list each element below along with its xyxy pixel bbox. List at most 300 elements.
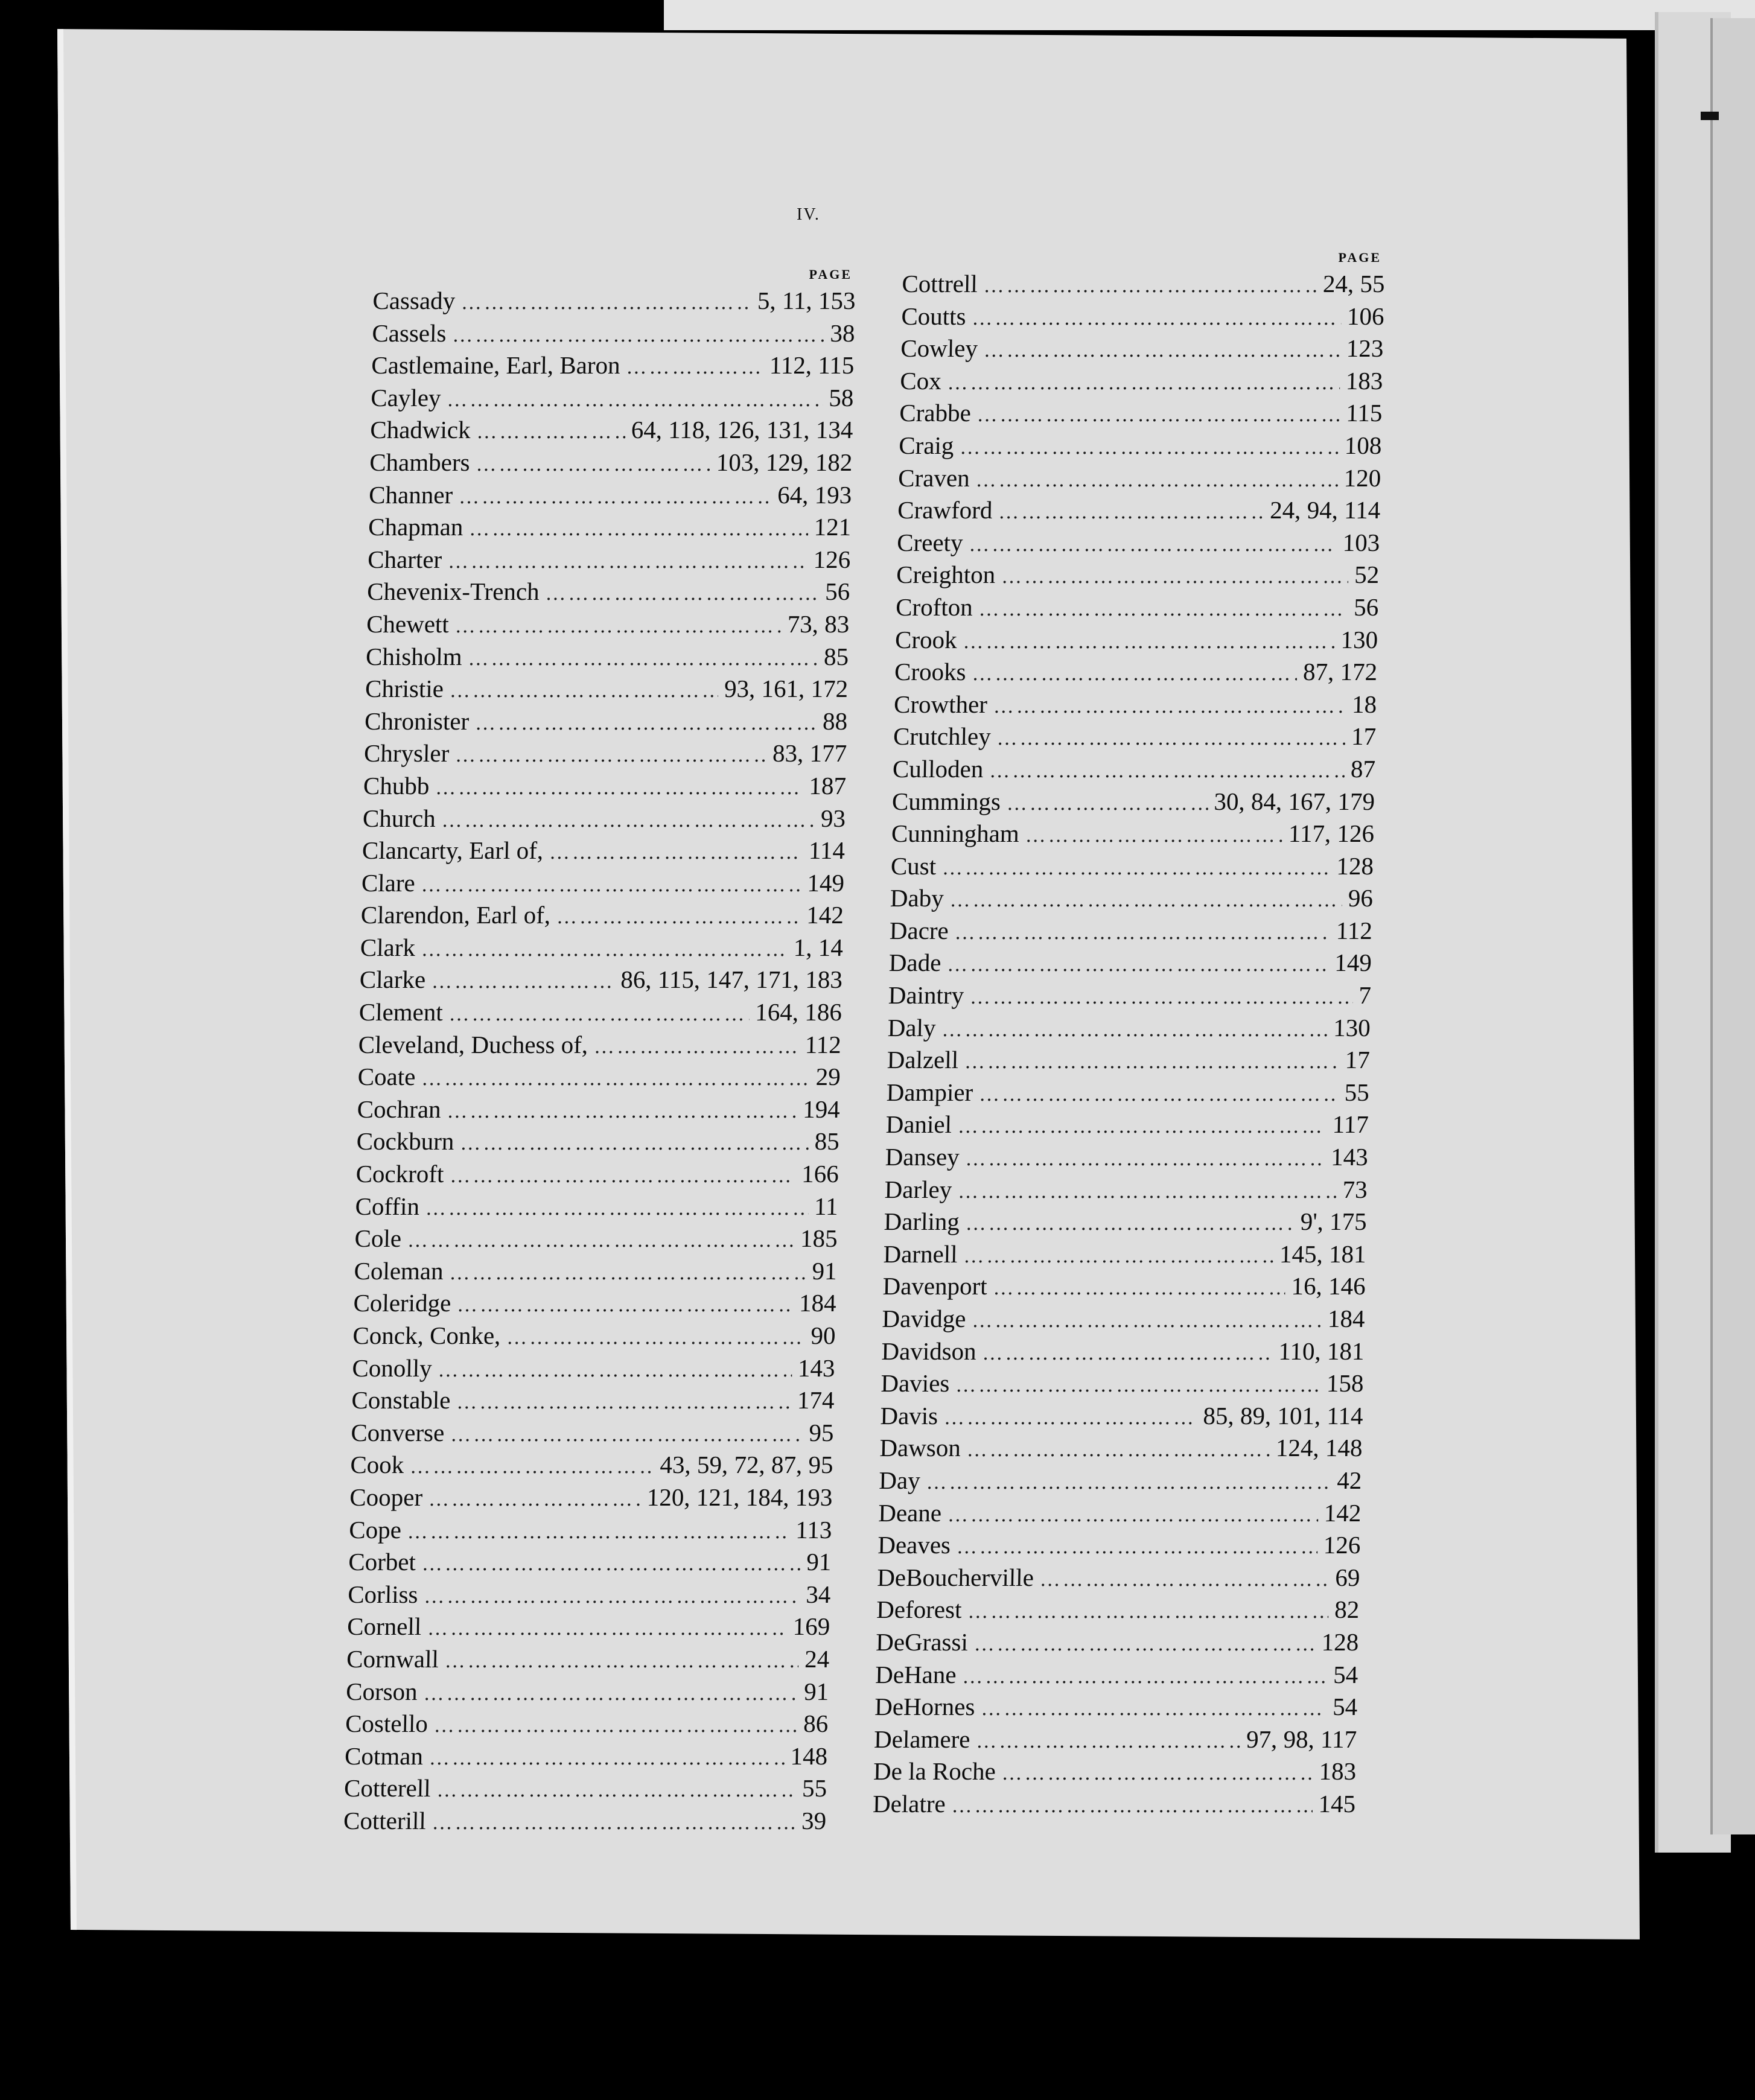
leader-dots xyxy=(432,1807,795,1839)
entry-pages: 24, 55 xyxy=(1322,270,1385,298)
entry-pages: 55 xyxy=(1344,1078,1370,1106)
leader-dots xyxy=(421,934,788,966)
entry-name: Daby xyxy=(890,884,944,912)
entry-pages: 7 xyxy=(1358,981,1372,1010)
index-entry xyxy=(900,332,1384,365)
index-entry xyxy=(362,835,845,867)
index-entry xyxy=(894,656,1378,689)
leader-dots xyxy=(421,1063,810,1095)
entry-name: Corliss xyxy=(347,1580,418,1608)
leader-dots xyxy=(996,722,1345,755)
index-entry xyxy=(874,1723,1357,1756)
entry-pages: 91 xyxy=(806,1548,832,1576)
leader-dots xyxy=(972,302,1341,335)
entry-pages: 112 xyxy=(804,1030,842,1058)
index-entry xyxy=(357,1061,841,1093)
index-entries xyxy=(873,268,1385,1821)
entry-pages: 124, 148 xyxy=(1275,1434,1363,1462)
leader-dots xyxy=(456,1386,792,1419)
entry-pages: 164, 186 xyxy=(754,998,842,1026)
entry-pages: 91 xyxy=(803,1677,829,1705)
entry-pages: 17 xyxy=(1345,1046,1371,1074)
entry-pages: 148 xyxy=(790,1742,828,1770)
entry-name: Chewett xyxy=(366,609,450,638)
entry-pages: 85 xyxy=(814,1127,840,1156)
entry-pages: 114 xyxy=(808,836,846,865)
index-entry xyxy=(876,1626,1359,1659)
index-entry xyxy=(346,1643,830,1676)
leader-dots xyxy=(1006,788,1208,820)
index-entry xyxy=(354,1255,837,1288)
leader-dots xyxy=(450,1160,796,1192)
index-entry xyxy=(355,1191,838,1223)
entry-pages: 58 xyxy=(828,383,854,412)
entry-name: Dade xyxy=(888,949,941,977)
index-entry xyxy=(881,1367,1364,1400)
entry-pages: 16, 146 xyxy=(1291,1272,1366,1300)
index-entry xyxy=(884,1174,1368,1206)
entry-pages: 187 xyxy=(809,771,847,800)
leader-dots xyxy=(447,384,823,416)
leader-dots xyxy=(941,1014,1328,1046)
entry-name: Cockburn xyxy=(356,1127,454,1156)
entry-pages: 39 xyxy=(801,1806,827,1834)
leader-dots xyxy=(962,1661,1328,1693)
entry-pages: 123 xyxy=(1346,334,1384,363)
index-entry xyxy=(365,673,849,705)
leader-dots xyxy=(594,1031,800,1063)
index-entry xyxy=(877,1562,1360,1594)
entry-name: Darling xyxy=(884,1208,960,1236)
entry-pages: 17 xyxy=(1351,722,1377,751)
entry-name: Christie xyxy=(365,675,444,703)
leader-dots xyxy=(970,981,1353,1014)
entry-name: Channer xyxy=(368,480,453,509)
index-entry xyxy=(887,1044,1370,1077)
leader-dots xyxy=(407,1224,795,1257)
entry-pages: 128 xyxy=(1336,851,1374,880)
index-entry xyxy=(364,737,847,770)
entry-name: Costello xyxy=(345,1710,428,1738)
entry-pages: 103 xyxy=(1342,528,1380,556)
index-entry xyxy=(899,430,1382,462)
index-entry xyxy=(885,1109,1369,1141)
entry-pages: 169 xyxy=(792,1612,830,1641)
index-entry xyxy=(348,1546,832,1579)
index-entry xyxy=(897,527,1380,559)
entry-name: Coleman xyxy=(354,1256,444,1285)
index-entry xyxy=(345,1708,829,1740)
leader-dots xyxy=(983,270,1317,302)
index-entry xyxy=(371,349,855,382)
index-column-right xyxy=(872,247,1385,1821)
entry-pages: 113 xyxy=(795,1515,832,1544)
entry-pages: 97, 98, 117 xyxy=(1246,1725,1357,1753)
leader-dots xyxy=(455,739,767,772)
entry-name: Davenport xyxy=(882,1272,988,1300)
leader-dots xyxy=(964,1046,1340,1078)
entry-name: Conolly xyxy=(352,1354,433,1382)
index-entry xyxy=(873,1788,1356,1821)
entry-pages: 83, 177 xyxy=(772,739,847,768)
entry-pages: 110, 181 xyxy=(1278,1337,1365,1365)
leader-dots xyxy=(998,496,1264,529)
entry-name: Creighton xyxy=(896,561,996,589)
entry-name: Cleveland, Duchess of, xyxy=(358,1030,588,1058)
index-entry xyxy=(891,818,1374,850)
entry-name: Dacre xyxy=(889,916,949,944)
entry-pages: 86 xyxy=(803,1710,829,1738)
entry-name: Coffin xyxy=(355,1192,420,1220)
leader-dots xyxy=(438,1354,792,1387)
index-entry xyxy=(888,947,1372,979)
entry-pages: 185 xyxy=(800,1224,838,1253)
entry-pages: 82 xyxy=(1334,1596,1360,1624)
entry-pages: 112 xyxy=(1336,916,1373,944)
entry-pages: 145 xyxy=(1318,1789,1356,1818)
entry-name: Deforest xyxy=(876,1596,962,1624)
entry-name: Cottrell xyxy=(902,270,978,298)
entry-pages: 143 xyxy=(797,1354,835,1382)
entry-name: Daniel xyxy=(885,1110,952,1139)
index-entry xyxy=(363,803,846,835)
entry-name: Davidge xyxy=(882,1305,966,1332)
leader-dots xyxy=(476,448,710,481)
entry-pages: 38 xyxy=(830,319,855,347)
leader-dots xyxy=(469,513,808,546)
leader-dots xyxy=(449,675,718,707)
entry-pages: 184 xyxy=(798,1289,837,1317)
leader-dots xyxy=(981,1693,1327,1725)
entry-pages: 93, 161, 172 xyxy=(724,675,849,703)
index-entry xyxy=(371,382,854,415)
leader-dots xyxy=(965,1143,1325,1176)
leader-dots xyxy=(545,578,820,610)
leader-dots xyxy=(450,1419,803,1451)
leader-dots xyxy=(448,546,808,578)
entry-pages: 115 xyxy=(1345,399,1383,427)
index-entry xyxy=(351,1384,835,1417)
leader-dots xyxy=(947,367,1340,399)
index-entry xyxy=(345,1740,828,1773)
index-entry xyxy=(880,1400,1363,1433)
leader-dots xyxy=(457,1289,794,1322)
leader-dots xyxy=(452,319,824,352)
entry-pages: 56 xyxy=(1353,593,1379,621)
entry-pages: 9', 175 xyxy=(1300,1208,1368,1236)
entry-pages: 42 xyxy=(1336,1466,1362,1494)
entry-name: De la Roche xyxy=(873,1757,996,1786)
entry-pages: 121 xyxy=(814,513,852,541)
entry-name: Castlemaine, Earl, Baron xyxy=(371,351,621,380)
index-entry xyxy=(365,705,848,738)
entry-pages: 145, 181 xyxy=(1279,1239,1367,1268)
entry-pages: 183 xyxy=(1345,366,1383,395)
entry-name: Cox xyxy=(899,366,942,395)
leader-dots xyxy=(956,1531,1317,1564)
leader-dots xyxy=(993,690,1346,723)
page-folio: IV. xyxy=(797,205,820,224)
entry-name: Davidson xyxy=(881,1337,977,1365)
index-entry xyxy=(899,397,1383,430)
entry-pages: 29 xyxy=(815,1063,841,1091)
index-entry xyxy=(357,1093,840,1126)
entry-name: Cornell xyxy=(346,1612,422,1641)
index-entry xyxy=(354,1223,838,1255)
index-entry xyxy=(368,544,851,576)
entry-pages: 106 xyxy=(1346,302,1384,330)
entry-name: Cornwall xyxy=(346,1644,439,1673)
index-entry xyxy=(344,1772,827,1805)
index-entry xyxy=(888,979,1371,1012)
index-entry xyxy=(887,1012,1371,1045)
leader-dots xyxy=(424,1580,800,1613)
leader-dots xyxy=(979,1078,1339,1111)
entry-pages: 117 xyxy=(1332,1110,1369,1139)
entry-name: Crutchley xyxy=(893,722,992,751)
leader-dots xyxy=(982,1337,1273,1370)
leader-dots xyxy=(425,1192,808,1225)
entry-name: Clark xyxy=(360,933,416,961)
entry-pages: 85 xyxy=(823,642,849,670)
entry-name: Constable xyxy=(351,1386,451,1414)
entry-name: DeBoucherville xyxy=(876,1563,1034,1591)
entry-pages: 194 xyxy=(802,1095,841,1123)
entry-name: Clarendon, Earl of, xyxy=(360,901,551,929)
entry-name: Craig xyxy=(898,431,954,459)
entry-pages: 142 xyxy=(806,901,844,929)
entry-pages: 18 xyxy=(1351,690,1377,718)
index-entry xyxy=(882,1303,1365,1335)
entry-pages: 43, 59, 72, 87, 95 xyxy=(660,1451,833,1479)
leader-dots xyxy=(1001,1757,1313,1790)
leader-dots xyxy=(963,626,1335,658)
entry-pages: 24 xyxy=(804,1644,830,1673)
leader-dots xyxy=(506,1322,805,1354)
entry-name: Coate xyxy=(357,1063,416,1091)
entry-pages: 56 xyxy=(824,578,850,606)
leader-dots xyxy=(948,1499,1319,1532)
leader-dots xyxy=(951,1790,1313,1822)
entry-name: Culloden xyxy=(892,754,984,783)
leader-dots xyxy=(433,1710,797,1742)
index-entry xyxy=(896,559,1380,591)
index-entry xyxy=(352,1352,835,1385)
index-entry xyxy=(368,511,852,544)
background-sheet xyxy=(664,0,1755,30)
leader-dots xyxy=(428,1742,785,1775)
entry-name: Cole xyxy=(354,1224,402,1253)
index-entry xyxy=(361,867,844,900)
entry-name: Deaves xyxy=(877,1531,951,1559)
entry-name: Cooper xyxy=(349,1483,423,1511)
leader-dots xyxy=(436,1774,797,1807)
entry-pages: 158 xyxy=(1326,1369,1364,1398)
entry-pages: 103, 129, 182 xyxy=(716,448,853,476)
entry-name: Cust xyxy=(890,851,937,880)
leader-dots xyxy=(461,287,752,319)
leader-dots xyxy=(1025,819,1282,852)
leader-dots xyxy=(954,917,1330,949)
entry-pages: 90 xyxy=(811,1322,836,1349)
index-entry xyxy=(879,1432,1363,1465)
index-entry xyxy=(352,1320,836,1352)
entry-name: Clarke xyxy=(359,966,426,994)
leader-dots xyxy=(435,772,803,804)
entry-pages: 96 xyxy=(1348,884,1374,912)
leader-dots xyxy=(983,334,1340,367)
leader-dots xyxy=(444,1645,798,1678)
entry-pages: 55 xyxy=(801,1774,827,1802)
leader-dots xyxy=(973,1628,1316,1661)
leader-dots xyxy=(975,464,1338,497)
leader-dots xyxy=(1039,1564,1329,1596)
entry-pages: 88 xyxy=(822,707,848,735)
entry-pages: 130 xyxy=(1340,625,1378,654)
entry-pages: 34 xyxy=(805,1580,831,1608)
leader-dots xyxy=(427,1612,788,1645)
entry-name: Crook xyxy=(894,625,958,654)
index-entry xyxy=(902,268,1385,301)
entry-name: Dalzell xyxy=(887,1046,959,1074)
entry-pages: 166 xyxy=(801,1160,839,1188)
index-entry xyxy=(874,1691,1358,1723)
entry-name: Conck, Conke, xyxy=(352,1322,501,1349)
index-entry xyxy=(350,1449,833,1481)
leader-dots xyxy=(447,1095,797,1128)
index-entry xyxy=(353,1287,836,1320)
index-entry xyxy=(892,786,1375,818)
leader-dots xyxy=(960,431,1339,464)
entry-pages: 108 xyxy=(1344,431,1382,459)
leader-dots xyxy=(966,1434,1270,1466)
index-entry xyxy=(366,608,850,641)
index-entry xyxy=(893,753,1376,786)
entry-pages: 120 xyxy=(1343,463,1381,492)
entry-pages: 143 xyxy=(1330,1143,1369,1171)
leader-dots xyxy=(468,643,818,675)
leader-dots xyxy=(454,610,782,643)
binding-mark xyxy=(1701,112,1719,120)
index-entry xyxy=(370,414,853,447)
entry-pages: 126 xyxy=(1323,1531,1361,1559)
entry-name: Dampier xyxy=(886,1078,973,1106)
entry-name: Chisholm xyxy=(365,642,463,670)
entry-pages: 69 xyxy=(1334,1563,1360,1591)
leader-dots xyxy=(976,399,1340,431)
entry-name: Crawford xyxy=(897,496,993,524)
entry-name: Coutts xyxy=(901,302,967,330)
entry-name: Chevenix-Trench xyxy=(366,578,540,606)
entry-name: Darley xyxy=(884,1175,952,1203)
entry-pages: 52 xyxy=(1354,561,1380,589)
leader-dots xyxy=(958,1176,1337,1208)
entry-name: Dansey xyxy=(885,1143,960,1171)
leader-dots xyxy=(967,1596,1329,1628)
leader-dots xyxy=(969,529,1337,561)
index-entry xyxy=(890,850,1374,883)
entry-name: Charter xyxy=(367,545,442,573)
entry-pages: 5, 11, 153 xyxy=(757,287,856,314)
index-entry xyxy=(890,882,1373,915)
index-entry xyxy=(884,1206,1367,1238)
entry-name: Davies xyxy=(881,1369,950,1398)
entry-name: Corson xyxy=(345,1677,418,1705)
leader-dots xyxy=(421,1548,800,1580)
entry-name: Crowther xyxy=(893,690,988,718)
index-entry xyxy=(349,1481,833,1514)
index-entry xyxy=(886,1077,1369,1109)
leader-dots xyxy=(955,1369,1321,1402)
leader-dots xyxy=(957,1110,1327,1143)
leader-dots xyxy=(947,949,1329,981)
index-entry xyxy=(356,1125,839,1158)
index-entry xyxy=(873,1755,1357,1788)
entry-pages: 87, 172 xyxy=(1302,658,1378,686)
index-entry xyxy=(900,365,1383,398)
entry-pages: 54 xyxy=(1332,1693,1358,1721)
entry-name: DeHornes xyxy=(874,1693,975,1721)
entry-pages: 1, 14 xyxy=(793,933,844,961)
index-entry xyxy=(885,1141,1368,1174)
entry-pages: 184 xyxy=(1327,1305,1366,1332)
leader-dots xyxy=(989,755,1345,788)
entry-pages: 183 xyxy=(1319,1757,1357,1786)
entry-name: Chubb xyxy=(363,771,430,800)
leader-dots xyxy=(972,1305,1322,1337)
leader-dots xyxy=(428,1483,642,1516)
index-entry xyxy=(363,770,847,803)
leader-dots xyxy=(410,1451,654,1483)
index-entry xyxy=(897,494,1381,527)
entry-name: Cayley xyxy=(370,383,441,412)
leader-dots xyxy=(441,804,815,837)
entry-pages: 64, 193 xyxy=(777,480,852,509)
index-entry xyxy=(346,1676,829,1708)
leader-dots xyxy=(944,1402,1197,1434)
index-entry xyxy=(372,317,855,350)
entry-pages: 11 xyxy=(814,1192,839,1220)
entry-pages: 149 xyxy=(807,868,845,897)
entry-name: Crabbe xyxy=(899,399,972,427)
index-entry xyxy=(875,1659,1358,1691)
entry-name: Craven xyxy=(897,463,970,492)
entry-name: Chambers xyxy=(369,448,471,476)
leader-dots xyxy=(432,966,615,998)
leader-dots xyxy=(942,852,1331,885)
leader-dots xyxy=(965,1208,1295,1240)
index-entry xyxy=(360,932,843,964)
entry-name: Cassady xyxy=(372,287,456,314)
index-entry xyxy=(355,1158,839,1191)
entry-name: Crofton xyxy=(895,593,973,621)
index-entry xyxy=(898,462,1381,495)
right-page-edge-outer xyxy=(1710,18,1755,1834)
leader-dots xyxy=(963,1240,1274,1273)
entry-pages: 64, 118, 126, 131, 134 xyxy=(631,416,853,444)
entry-pages: 73, 83 xyxy=(787,609,850,638)
entry-name: Crooks xyxy=(894,658,967,686)
leader-dots xyxy=(926,1466,1331,1499)
index-entry xyxy=(369,447,853,479)
entry-name: Corbet xyxy=(348,1548,416,1576)
leader-dots xyxy=(549,836,803,869)
entry-name: Darnell xyxy=(883,1239,958,1268)
entry-name: Cotterell xyxy=(343,1774,432,1802)
index-entry xyxy=(372,285,856,317)
entry-name: Deane xyxy=(878,1498,942,1527)
index-entry xyxy=(882,1270,1366,1303)
